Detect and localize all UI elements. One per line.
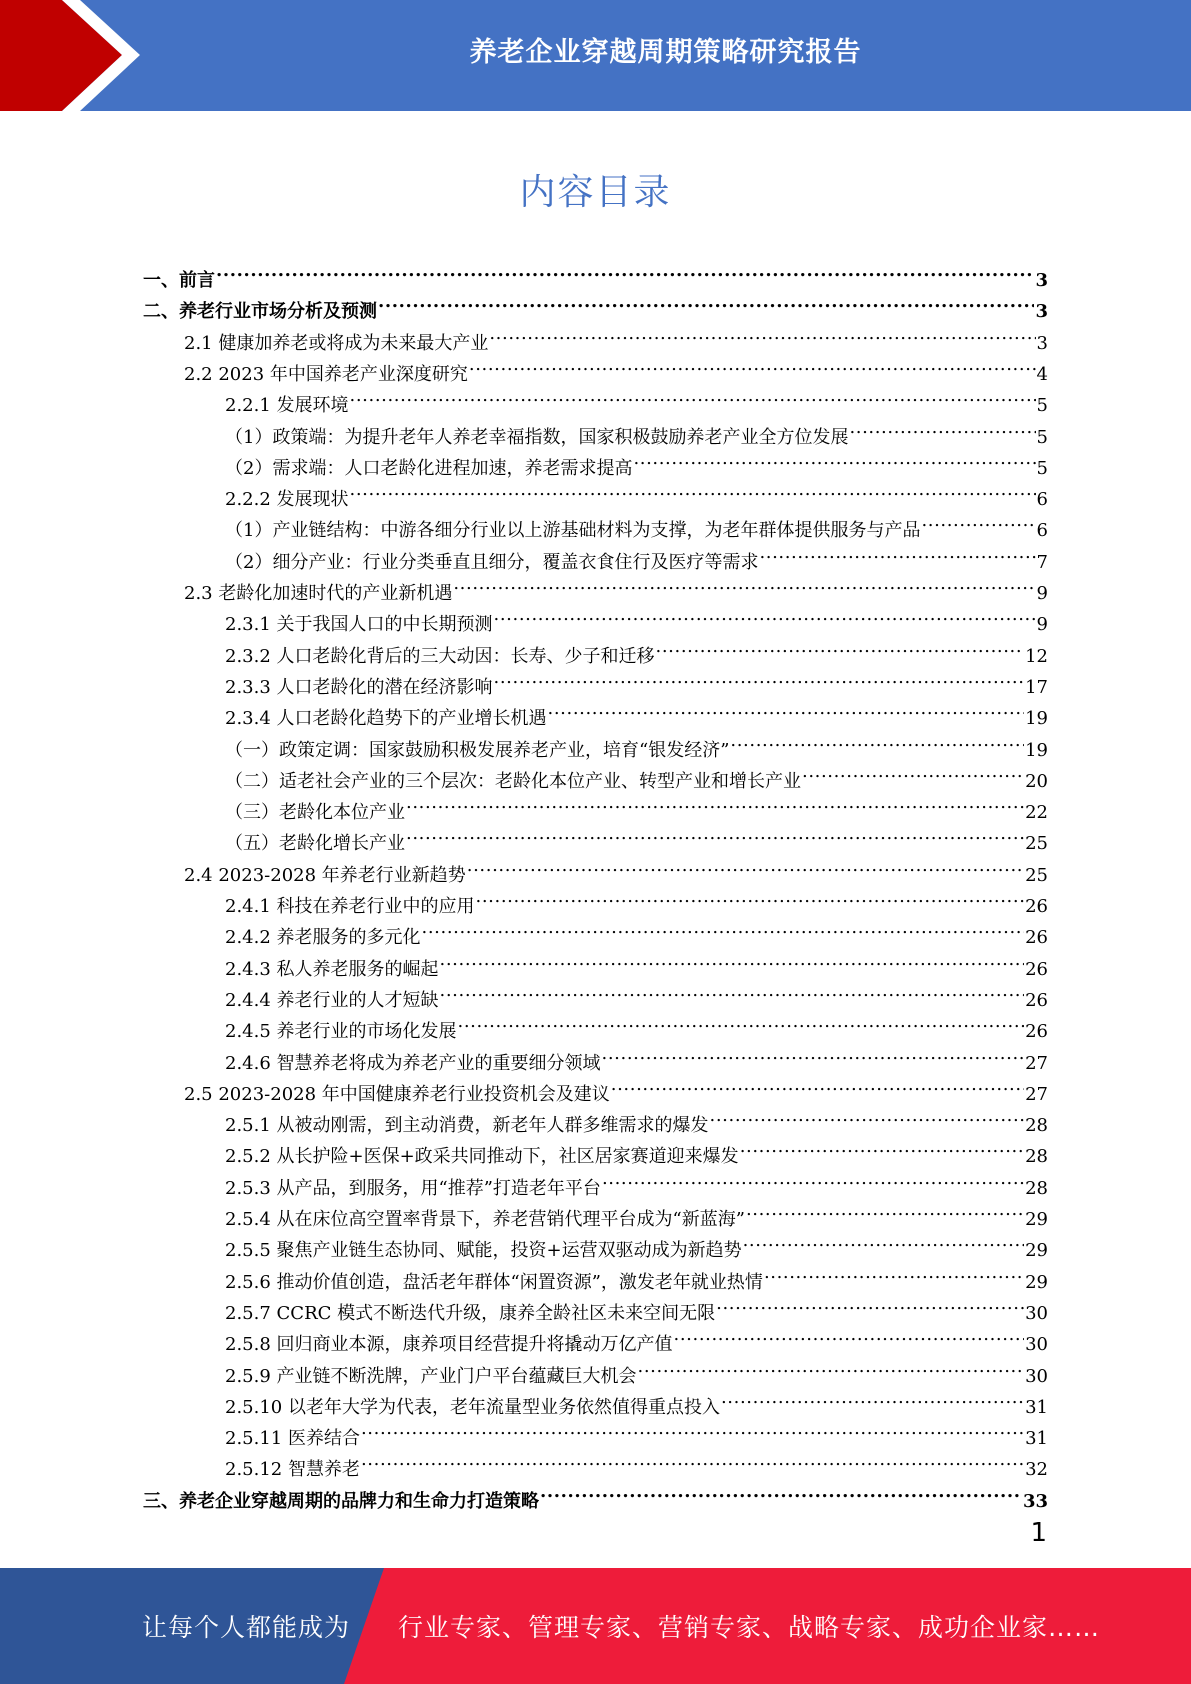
toc-entry-title: 2.5.12 智慧养老 — [225, 1459, 360, 1481]
toc-entry[interactable] — [225, 975, 1048, 1011]
toc-entry[interactable] — [225, 412, 1048, 448]
toc-leader-dots — [361, 1444, 1024, 1475]
toc-entry[interactable] — [225, 881, 1048, 917]
toc-leader-dots — [802, 756, 1024, 787]
toc-entry-title: 2.3.3 人口老龄化的潜在经济影响 — [225, 676, 493, 698]
toc-entry[interactable] — [225, 912, 1048, 949]
toc-entry[interactable] — [225, 631, 1048, 667]
toc-leader-dots — [476, 881, 1025, 912]
toc-entry-page: 30 — [1025, 1334, 1048, 1356]
toc-entry-title: 2.3.1 关于我国人口的中长期预测 — [225, 614, 493, 636]
toc-entry[interactable] — [225, 944, 1048, 980]
toc-entry[interactable] — [225, 443, 1048, 479]
toc-leader-dots — [422, 912, 1025, 943]
toc-leader-dots — [406, 787, 1024, 818]
toc-entry[interactable] — [225, 1444, 1048, 1481]
footer-slogan-left: 让每个人都能成为 — [142, 1613, 351, 1642]
toc-entry-page: 25 — [1025, 864, 1048, 886]
toc-leader-dots — [633, 443, 1035, 474]
toc-leader-dots — [740, 1131, 1024, 1162]
toc-leader-dots — [602, 1163, 1024, 1194]
toc-entry-page: 9 — [1036, 583, 1048, 604]
toc-heading: 内容目录 — [519, 172, 672, 213]
toc-entry-title: （一）政策定调：国家鼓励积极发展养老产业，培育“银发经济” — [225, 739, 730, 761]
toc-entry-page: 26 — [1025, 896, 1048, 917]
toc-entry-title: 2.3 老龄化加速时代的产业新机遇 — [184, 583, 453, 604]
toc-entry-page: 5 — [1036, 426, 1048, 448]
toc-leader-dots — [849, 412, 1035, 443]
toc-leader-dots — [674, 1319, 1025, 1350]
toc-entry[interactable] — [225, 1038, 1048, 1074]
toc-entry-title: 二、养老行业市场分析及预测 — [143, 301, 377, 323]
toc-entry-page: 7 — [1036, 551, 1048, 573]
toc-entry-title: 2.5.11 医养结合 — [225, 1428, 360, 1450]
toc-entry-page: 28 — [1025, 1177, 1048, 1199]
toc-entry-page: 28 — [1025, 1115, 1048, 1137]
toc-entry[interactable] — [225, 1006, 1048, 1043]
toc-leader-dots — [361, 1413, 1024, 1444]
toc-entry-page: 26 — [1025, 989, 1048, 1011]
toc-leader-dots — [730, 725, 1024, 756]
toc-entry-page: 31 — [1025, 1396, 1048, 1418]
footer-banner — [0, 1568, 1191, 1684]
toc-entry-page: 26 — [1025, 927, 1048, 949]
toc-entry-page: 9 — [1036, 614, 1048, 636]
toc-entry-page: 3 — [1035, 270, 1048, 291]
toc-entry-page: 27 — [1025, 1052, 1048, 1074]
toc-entry-page: 6 — [1036, 489, 1048, 511]
toc-entry-title: 2.5 2023-2028 年中国健康养老行业投资机会及建议 — [184, 1083, 610, 1105]
header-arrow-decoration — [0, 0, 160, 111]
toc-entry[interactable] — [225, 1413, 1048, 1450]
toc-entry[interactable] — [225, 1382, 1048, 1418]
toc-entry-title: 三、养老企业穿越周期的品牌力和生命力打造策略 — [143, 1490, 539, 1512]
toc-leader-dots — [350, 380, 1036, 411]
toc-entry-page: 26 — [1025, 1021, 1048, 1043]
toc-entry[interactable] — [225, 818, 1048, 855]
toc-leader-dots — [611, 1069, 1024, 1100]
toc-entry[interactable] — [225, 599, 1048, 636]
toc-entry[interactable] — [143, 1476, 1048, 1512]
toc-entry-title: 一、前言 — [143, 270, 215, 291]
toc-entry[interactable] — [225, 1288, 1048, 1324]
toc-entry-title: 2.5.10 以老年大学为代表，老年流量型业务依然值得重点投入 — [225, 1396, 720, 1418]
toc-entry[interactable] — [225, 1351, 1048, 1387]
toc-leader-dots — [638, 1351, 1025, 1382]
toc-entry[interactable] — [225, 1100, 1048, 1137]
toc-entry[interactable] — [225, 1194, 1048, 1230]
toc-entry-title: 2.4.4 养老行业的人才短缺 — [225, 989, 439, 1011]
toc-entry-page: 5 — [1036, 457, 1048, 479]
toc-entry-title: （1）产业链结构：中游各细分行业以上游基础材料为支撑，为老年群体提供服务与产品 — [225, 520, 921, 542]
toc-entry[interactable] — [225, 1319, 1048, 1356]
toc-entry-page: 19 — [1025, 708, 1048, 730]
toc-entry[interactable] — [225, 787, 1048, 824]
toc-entry[interactable] — [184, 349, 1048, 385]
toc-entry-title: 2.4 2023-2028 年养老行业新趋势 — [184, 864, 466, 886]
toc-entry-page: 17 — [1025, 676, 1048, 698]
toc-entry[interactable] — [184, 850, 1048, 886]
toc-leader-dots — [440, 975, 1025, 1006]
toc-entry-title: 2.5.9 产业链不断洗牌，产业门户平台蕴藏巨大机会 — [225, 1365, 637, 1387]
toc-entry-page: 27 — [1025, 1083, 1048, 1105]
toc-leader-dots — [350, 474, 1036, 505]
toc-entry-page: 5 — [1036, 395, 1048, 417]
toc-entry-title: 2.5.5 聚焦产业链生态协同、赋能，投资+运营双驱动成为新趋势 — [225, 1240, 742, 1262]
toc-entry-title: 2.2.2 发展现状 — [225, 489, 349, 511]
toc-entry-title: 2.4.5 养老行业的市场化发展 — [225, 1021, 457, 1043]
toc-entry-title: 2.3.2 人口老龄化背后的三大动因：长寿、少子和迁移 — [225, 645, 655, 667]
toc-entry-page: 31 — [1025, 1428, 1048, 1450]
toc-entry[interactable] — [184, 1069, 1048, 1105]
toc-leader-dots — [602, 1038, 1025, 1069]
header-banner — [0, 0, 1191, 111]
toc-entry[interactable] — [184, 318, 1048, 354]
toc-entry-page: 30 — [1025, 1302, 1048, 1324]
toc-entry-title: （2）需求端：人口老龄化进程加速，养老需求提高 — [225, 457, 633, 479]
toc-entry-title: 2.4.6 智慧养老将成为养老产业的重要细分领域 — [225, 1052, 601, 1074]
toc-entry-page: 4 — [1036, 363, 1048, 385]
toc-entry-title: 2.5.8 回归商业本源，康养项目经营提升将撬动万亿产值 — [225, 1334, 673, 1356]
toc-entry-page: 6 — [1036, 520, 1048, 542]
toc-entry[interactable] — [225, 1225, 1048, 1262]
toc-leader-dots — [469, 349, 1036, 380]
toc-entry-title: 2.2.1 发展环境 — [225, 395, 349, 417]
toc-entry-title: 2.5.3 从产品，到服务，用“推荐”打造老年平台 — [225, 1177, 601, 1199]
toc-entry-page: 19 — [1025, 739, 1048, 761]
toc-entry-title: 2.5.7 CCRC 模式不断迭代升级，康养全龄社区未来空间无限 — [225, 1302, 716, 1324]
toc-entry-page: 3 — [1036, 332, 1048, 354]
toc-entry-page: 22 — [1025, 802, 1048, 824]
toc-leader-dots — [656, 631, 1025, 662]
toc-leader-dots — [746, 1194, 1024, 1225]
toc-entry[interactable] — [225, 474, 1048, 511]
toc-entry-title: 2.4.1 科技在养老行业中的应用 — [225, 896, 475, 917]
toc-leader-dots — [458, 1006, 1025, 1037]
toc-entry-title: （三）老龄化本位产业 — [225, 802, 405, 824]
toc-leader-dots — [743, 1225, 1024, 1256]
toc-entry-title: 2.5.6 推动价值创造，盘活老年群体“闲置资源”，激发老年就业热情 — [225, 1271, 763, 1293]
toc-leader-dots — [440, 944, 1025, 975]
toc-entry-page: 25 — [1025, 833, 1048, 855]
toc-entry-title: （五）老龄化增长产业 — [225, 833, 405, 855]
toc-entry-title: 2.4.2 养老服务的多元化 — [225, 927, 421, 949]
toc-leader-dots — [406, 818, 1024, 849]
toc-entry-page: 12 — [1025, 645, 1048, 667]
toc-leader-dots — [489, 318, 1035, 349]
toc-leader-dots — [759, 537, 1035, 568]
report-title: 养老企业穿越周期策略研究报告 — [469, 37, 862, 68]
toc-entry-page: 29 — [1025, 1271, 1048, 1293]
toc-entry[interactable] — [225, 505, 1048, 542]
toc-entry-page: 30 — [1025, 1365, 1048, 1387]
toc-entry[interactable] — [225, 756, 1048, 792]
toc-leader-dots — [216, 255, 1034, 286]
toc-entry-page: 28 — [1025, 1146, 1048, 1168]
page-number: 1 — [1030, 1518, 1047, 1548]
toc-entry-title: 2.5.4 从在床位高空置率背景下，养老营销代理平台成为“新蓝海” — [225, 1209, 745, 1230]
toc-leader-dots — [764, 1257, 1024, 1288]
toc-entry-page: 32 — [1025, 1459, 1048, 1481]
toc-entry[interactable] — [225, 1163, 1048, 1199]
toc-entry[interactable] — [225, 1257, 1048, 1293]
toc-entry-title: 2.4.3 私人养老服务的崛起 — [225, 958, 439, 980]
toc-entry-page: 20 — [1025, 770, 1048, 792]
toc-leader-dots — [716, 1288, 1024, 1319]
toc-leader-dots — [710, 1100, 1025, 1131]
toc-leader-dots — [467, 850, 1024, 881]
toc-entry-page: 33 — [1022, 1490, 1048, 1512]
toc-leader-dots — [378, 286, 1034, 317]
toc-leader-dots — [921, 505, 1035, 536]
toc-entry-title: （2）细分产业：行业分类垂直且细分，覆盖衣食住行及医疗等需求 — [225, 551, 759, 573]
toc-entry-title: 2.2 2023 年中国养老产业深度研究 — [184, 363, 468, 385]
toc-leader-dots — [548, 693, 1025, 724]
toc-entry-title: （1）政策端：为提升老年人养老幸福指数，国家积极鼓励养老产业全方位发展 — [225, 426, 849, 448]
toc-entry[interactable] — [225, 662, 1048, 698]
toc-leader-dots — [494, 662, 1025, 693]
toc-entry-title: 2.3.4 人口老龄化趋势下的产业增长机遇 — [225, 708, 547, 730]
toc-entry-page: 29 — [1025, 1209, 1048, 1230]
toc-entry-title: 2.5.1 从被动刚需，到主动消费，新老年人群多维需求的爆发 — [225, 1115, 709, 1137]
toc-entry[interactable] — [143, 286, 1048, 323]
toc-entry-title: 2.5.2 从长护险+医保+政采共同推动下，社区居家赛道迎来爆发 — [225, 1146, 739, 1168]
toc-leader-dots — [494, 599, 1036, 630]
toc-entry[interactable] — [184, 568, 1048, 604]
toc-leader-dots — [453, 568, 1035, 599]
footer-slogan-right: 行业专家、管理专家、营销专家、战略专家、成功企业家…… — [398, 1613, 1101, 1642]
toc-entry-page: 3 — [1035, 301, 1048, 323]
toc-entry[interactable] — [225, 1131, 1048, 1168]
toc-entry[interactable] — [143, 255, 1048, 291]
toc-entry[interactable] — [225, 725, 1048, 761]
toc-entry-title: （二）适老社会产业的三个层次：老龄化本位产业、转型产业和增长产业 — [225, 770, 801, 792]
toc-entry-title: 2.1 健康加养老或将成为未来最大产业 — [184, 332, 489, 354]
toc-entry-page: 29 — [1025, 1240, 1048, 1262]
toc-entry[interactable] — [225, 693, 1048, 730]
toc-entry-page: 26 — [1025, 958, 1048, 980]
toc-entry[interactable] — [225, 380, 1048, 417]
toc-entry[interactable] — [225, 537, 1048, 573]
toc-leader-dots — [540, 1476, 1022, 1507]
toc-leader-dots — [721, 1382, 1024, 1413]
